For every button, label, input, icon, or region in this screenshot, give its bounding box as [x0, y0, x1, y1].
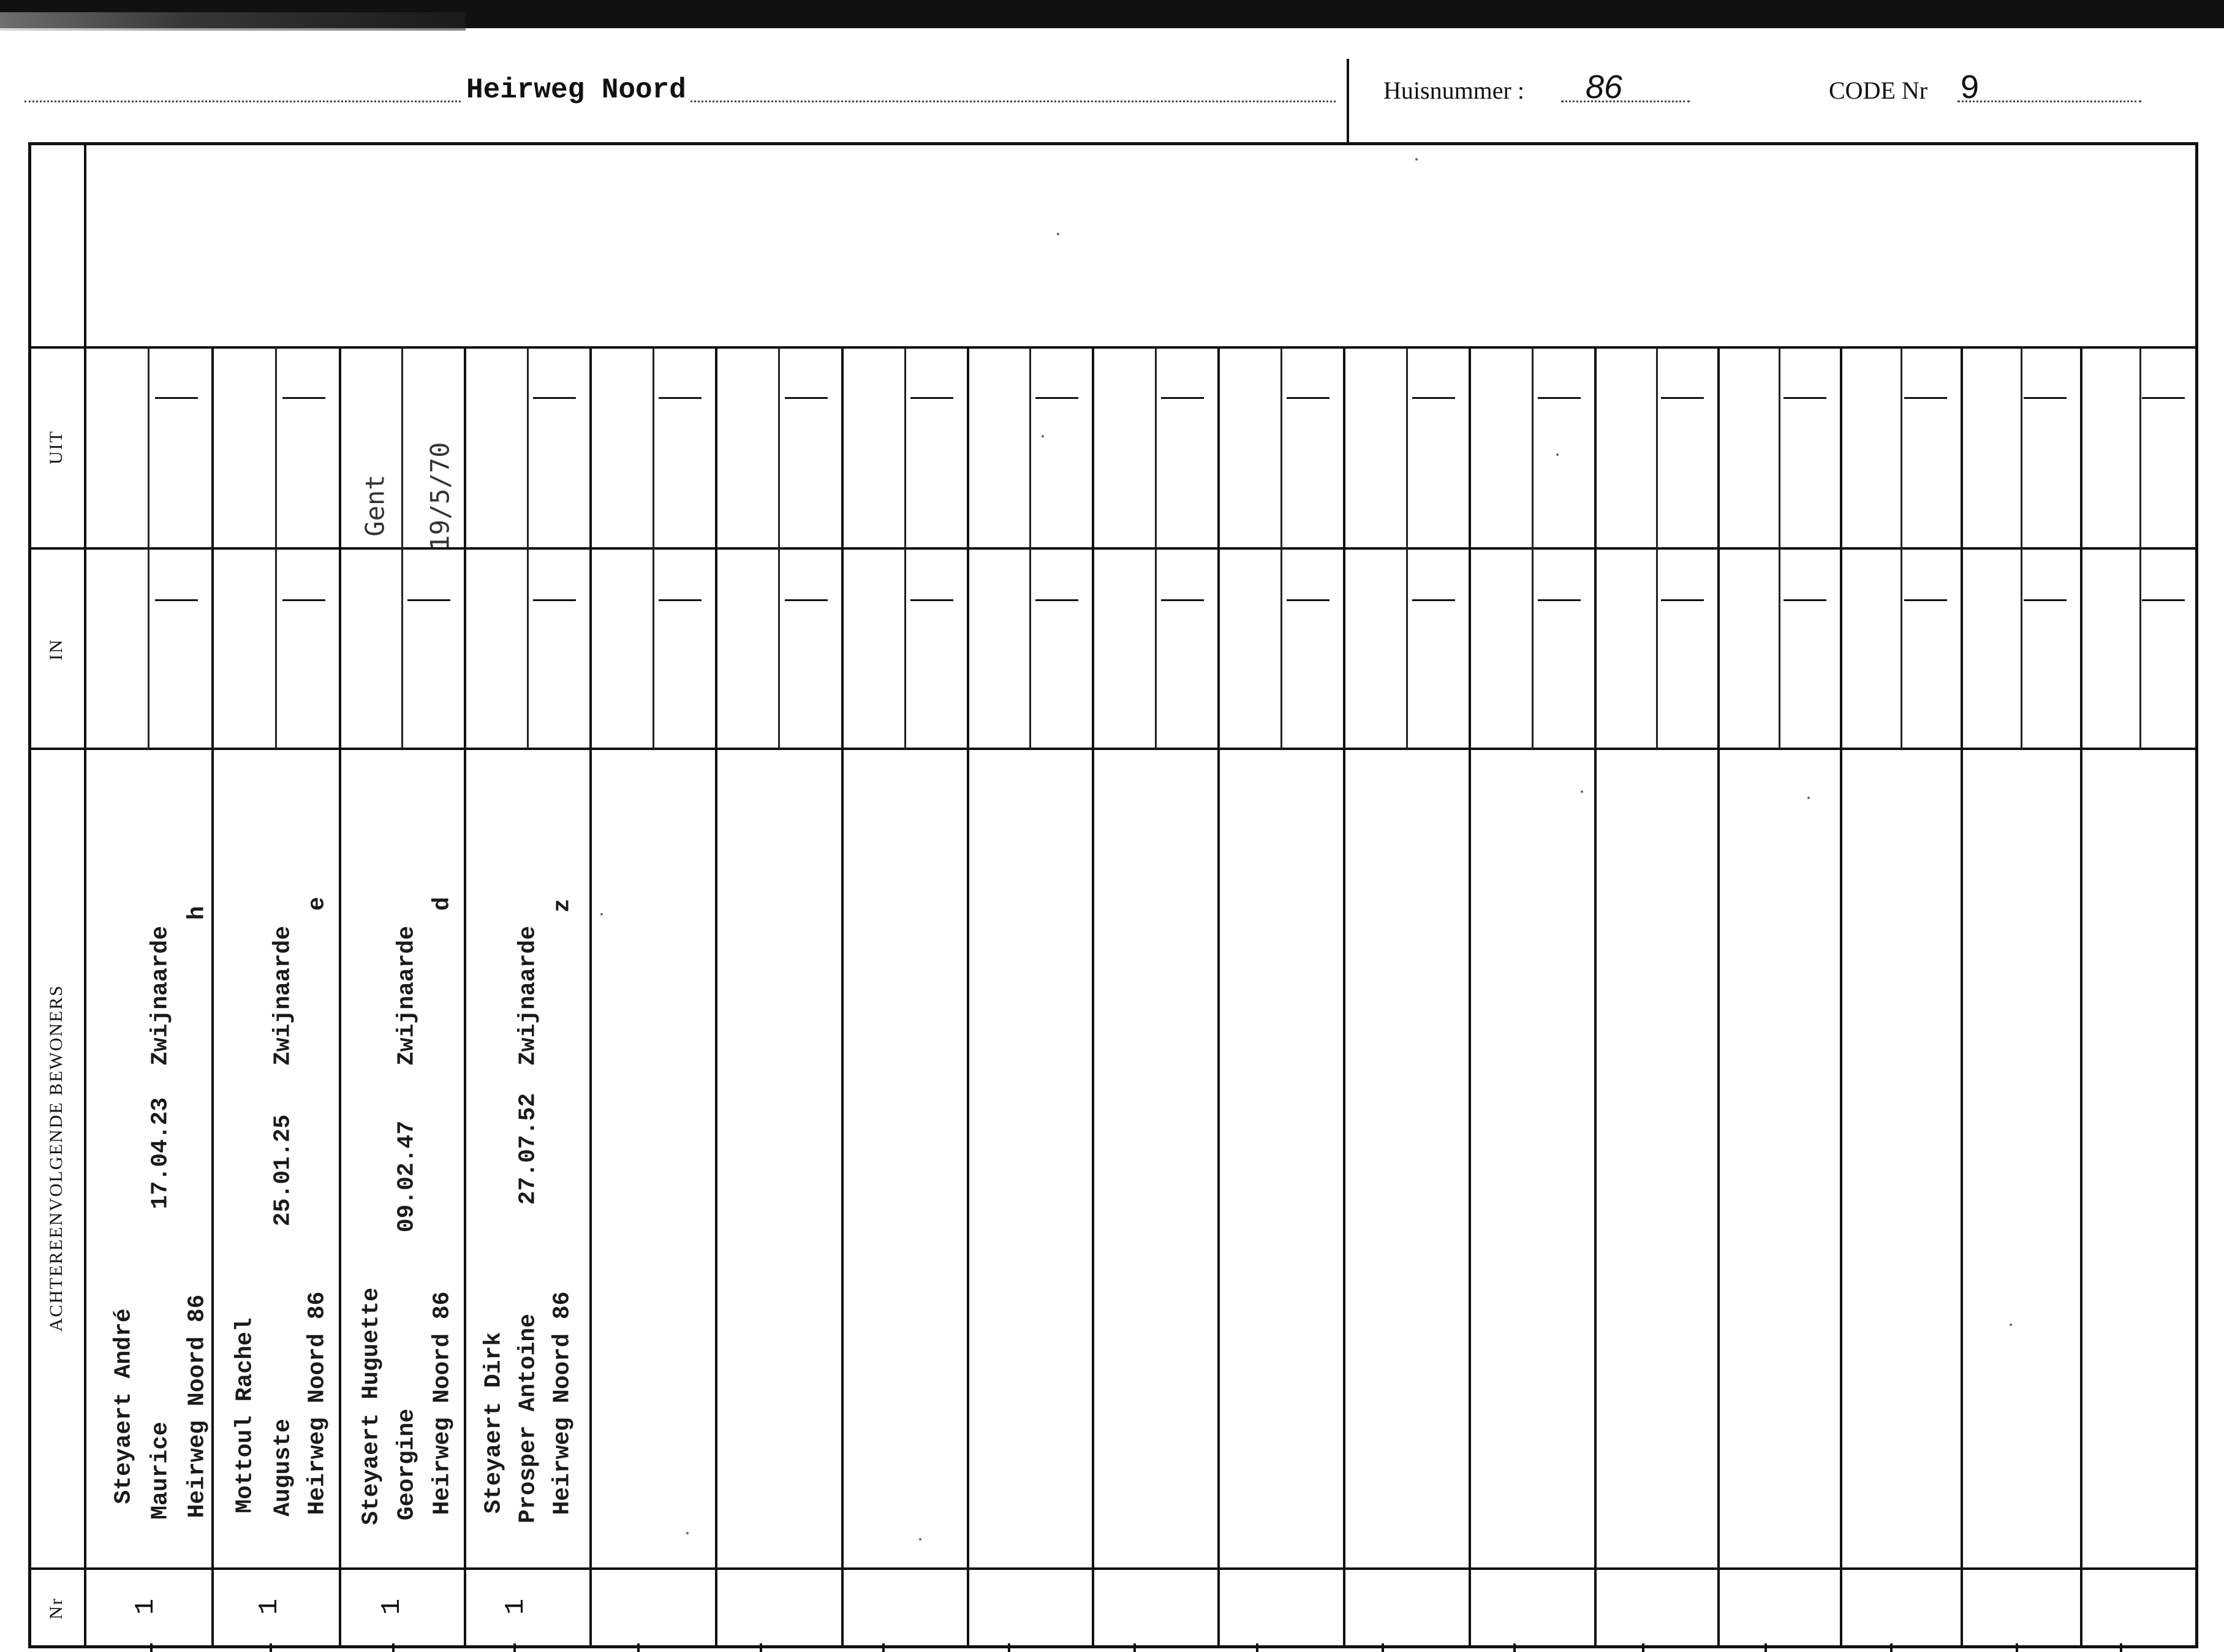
in-dash-mark — [2142, 599, 2185, 601]
edge-tick — [2016, 1643, 2018, 1652]
edge-tick — [1256, 1643, 1258, 1652]
uit-dash-mark — [1904, 397, 1947, 399]
in-dash-mark — [1035, 599, 1078, 601]
sub-column-divider — [1280, 347, 1282, 749]
edge-tick — [513, 1643, 516, 1652]
sub-column-divider — [1779, 347, 1780, 749]
resident-2-date: 25.01.25 — [270, 1114, 297, 1227]
header-separator — [1347, 59, 1349, 143]
edge-tick — [1008, 1643, 1010, 1652]
uit-dash-mark — [2142, 397, 2185, 399]
uit-dash-mark — [910, 397, 953, 399]
scan-speck — [1581, 790, 1583, 793]
house-number-value: 86 — [1586, 69, 1623, 105]
scan-smudge — [0, 12, 466, 31]
uit-dash-mark — [1161, 397, 1204, 399]
in-dash-mark — [407, 599, 450, 601]
row-divider-uit-in — [28, 547, 2198, 550]
resident-3-line1: Steyaert Huguette — [358, 1287, 385, 1525]
street-field — [25, 70, 1336, 107]
column-divider — [2080, 347, 2082, 1648]
in-dash-mark — [1412, 599, 1455, 601]
code-field — [1829, 70, 2141, 107]
column-divider — [841, 347, 844, 1648]
in-dash-mark — [282, 599, 325, 601]
uit-dash-mark — [533, 397, 576, 399]
street-value: Heirweg Noord — [463, 74, 690, 106]
in-dash-mark — [1783, 599, 1826, 601]
edge-tick — [270, 1643, 272, 1652]
uit-dash-mark — [785, 397, 828, 399]
scan-speck — [686, 1532, 689, 1534]
resident-3-line2: Georgine — [393, 1408, 420, 1521]
resident-1-line1: Steyaert André — [110, 1308, 137, 1504]
in-dash-mark — [785, 599, 828, 601]
column-divider — [1840, 347, 1842, 1648]
sub-column-divider — [1029, 347, 1031, 749]
resident-4-date: 27.07.52 — [515, 1093, 542, 1205]
in-dash-mark — [1538, 599, 1581, 601]
sub-column-divider — [778, 347, 780, 749]
uit-date: 19/5/70 — [425, 442, 455, 551]
sub-column-divider — [275, 347, 277, 749]
uit-dash-mark — [1412, 397, 1455, 399]
column-divider — [1469, 347, 1471, 1648]
edge-tick — [1764, 1643, 1767, 1652]
sub-column-divider — [2139, 347, 2141, 749]
edge-tick — [2120, 1643, 2122, 1652]
resident-1-line2: Maurice — [147, 1422, 174, 1520]
uit-place: Gent — [360, 474, 390, 537]
edge-tick — [1642, 1643, 1644, 1652]
column-divider — [1343, 347, 1345, 1648]
house-number-label: Huisnummer : — [1383, 77, 1524, 104]
sub-column-divider — [401, 347, 403, 749]
in-dash-mark — [533, 599, 576, 601]
uit-dash-mark — [1783, 397, 1826, 399]
code-value: 9 — [1961, 69, 1980, 105]
resident-2-letter: e — [304, 896, 331, 911]
column-divider — [1594, 347, 1597, 1648]
row-divider-top — [28, 346, 2198, 349]
house-number-field — [1383, 70, 1690, 107]
resident-4-nr: 1 — [501, 1598, 531, 1615]
sub-column-divider — [1901, 347, 1902, 749]
edge-tick — [1133, 1643, 1136, 1652]
resident-3-date: 09.02.47 — [393, 1120, 420, 1233]
in-dash-mark — [2024, 599, 2067, 601]
resident-2-nr: 1 — [254, 1598, 285, 1615]
sub-column-divider — [904, 347, 906, 749]
uit-dash-mark — [1661, 397, 1704, 399]
column-divider — [589, 347, 592, 1648]
column-divider — [1961, 347, 1963, 1648]
edge-tick — [392, 1643, 395, 1652]
uit-dash-mark — [155, 397, 198, 399]
sub-column-divider — [652, 347, 654, 749]
in-dash-mark — [1661, 599, 1704, 601]
scan-speck — [1042, 435, 1044, 438]
sub-column-divider — [1656, 347, 1658, 749]
row-divider-residents-nr — [28, 1567, 2198, 1570]
sub-column-divider — [2021, 347, 2022, 749]
column-divider — [339, 347, 341, 1648]
sub-column-divider — [148, 347, 149, 749]
resident-2-line3: Heirweg Noord 86 — [304, 1291, 331, 1515]
scan-speck — [2010, 1324, 2012, 1326]
resident-1-line3: Heirweg Noord 86 — [184, 1294, 211, 1518]
resident-3-letter: d — [429, 896, 456, 911]
edge-tick — [760, 1643, 762, 1652]
edge-tick — [882, 1643, 885, 1652]
scan-speck — [1057, 233, 1059, 235]
row-label-uit: UIT — [46, 430, 66, 464]
resident-2-line1: Mottoul Rachel — [232, 1317, 259, 1514]
edge-tick — [1513, 1643, 1516, 1652]
in-dash-mark — [910, 599, 953, 601]
uit-dash-mark — [659, 397, 702, 399]
resident-4-place: Zwijnaarde — [515, 925, 542, 1066]
uit-dash-mark — [1287, 397, 1329, 399]
column-divider — [967, 347, 969, 1648]
resident-4-letter: z — [549, 898, 576, 913]
edge-tick — [1890, 1643, 1893, 1652]
column-divider — [211, 347, 214, 1648]
house-number-dotted-line — [1561, 100, 1690, 102]
resident-4-line3: Heirweg Noord 86 — [549, 1291, 576, 1515]
in-dash-mark — [659, 599, 702, 601]
uit-dash-mark — [282, 397, 325, 399]
uit-dash-mark — [1035, 397, 1078, 399]
resident-3-line3: Heirweg Noord 86 — [429, 1291, 456, 1515]
scan-speck — [1415, 158, 1418, 161]
sub-column-divider — [1532, 347, 1534, 749]
uit-dash-mark — [1538, 397, 1581, 399]
row-divider-in-residents — [28, 748, 2198, 750]
in-dash-mark — [1904, 599, 1947, 601]
in-dash-mark — [1287, 599, 1329, 601]
scan-speck — [600, 913, 603, 915]
resident-1-letter: h — [184, 906, 211, 920]
column-divider — [1717, 347, 1720, 1648]
resident-3-nr: 1 — [377, 1598, 407, 1615]
scan-speck — [1807, 797, 1810, 799]
column-divider — [464, 347, 466, 1648]
sub-column-divider — [1155, 347, 1157, 749]
in-dash-mark — [155, 599, 198, 601]
resident-1-nr: 1 — [130, 1598, 161, 1615]
edge-tick — [637, 1643, 640, 1652]
sub-column-divider — [527, 347, 529, 749]
row-label-in: IN — [46, 638, 66, 661]
column-divider — [1092, 347, 1094, 1648]
resident-2-place: Zwijnaarde — [270, 925, 297, 1066]
code-label: CODE Nr — [1829, 77, 1928, 104]
scan-speck — [1556, 453, 1559, 456]
uit-dash-mark — [2024, 397, 2067, 399]
edge-tick — [1382, 1643, 1384, 1652]
column-divider — [715, 347, 717, 1648]
resident-1-date: 17.04.23 — [147, 1097, 174, 1210]
resident-4-line1: Steyaert Dirk — [480, 1332, 507, 1514]
row-label-nr: Nr — [46, 1597, 66, 1620]
column-divider — [1217, 347, 1220, 1648]
resident-1-place: Zwijnaarde — [147, 925, 174, 1066]
edge-tick — [150, 1643, 153, 1652]
resident-2-line2: Auguste — [270, 1419, 297, 1517]
scan-speck — [919, 1538, 921, 1540]
register-table — [28, 142, 2198, 1648]
in-dash-mark — [1161, 599, 1204, 601]
code-dotted-line — [1957, 100, 2141, 102]
resident-4-line2: Prosper Antoine — [515, 1313, 542, 1524]
label-column-divider — [84, 142, 86, 1648]
resident-3-place: Zwijnaarde — [393, 925, 420, 1066]
sub-column-divider — [1406, 347, 1408, 749]
row-label-residents: ACHTEREENVOLGENDE BEWONERS — [46, 984, 66, 1332]
